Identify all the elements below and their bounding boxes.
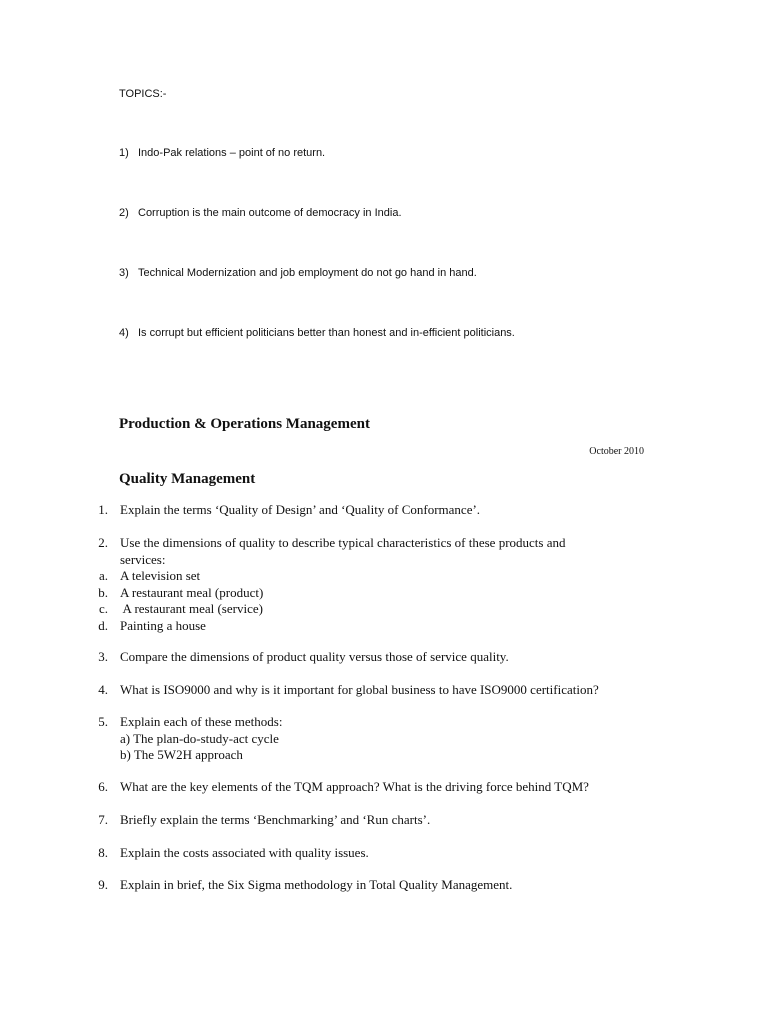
question-text: b) The 5W2H approach: [120, 747, 243, 762]
question-text: services:: [120, 551, 166, 567]
section-title: Quality Management: [119, 471, 256, 487]
question-9: [0, 877, 768, 894]
topic-number: 2): [119, 207, 129, 219]
subitem-label: a.: [98, 568, 108, 583]
question-text: a) The plan-do-study-act cycle: [120, 730, 279, 746]
subitem-label: b.: [98, 584, 108, 600]
topic-item: [119, 267, 477, 279]
question-text: What are the key elements of the TQM approach? What is the driving force behind TQM?: [120, 779, 589, 794]
topic-text: Technical Modernization and job employment do not go hand in hand.: [138, 267, 477, 279]
question-5: [0, 714, 768, 764]
question-text: Explain the costs associated with quality issues.: [120, 845, 369, 860]
course-title: Production & Operations Management: [119, 416, 370, 432]
topic-item: [119, 327, 515, 339]
question-number: 1.: [98, 502, 108, 517]
subitem-text: A television set: [120, 568, 201, 583]
question-text: What is ISO9000 and why is it important for global business to have ISO9000 certification?: [120, 682, 599, 697]
topic-text: Is corrupt but efficient politicians better than honest and in-efficient politicians.: [138, 327, 515, 339]
question-number: 7.: [98, 812, 108, 827]
subitem-text: Painting a house: [120, 617, 206, 633]
question-number: 6.: [98, 779, 108, 794]
subitem-text: A restaurant meal (service): [120, 601, 263, 616]
exam-date: October 2010: [589, 446, 644, 457]
topic-number: 4): [119, 327, 129, 339]
question-number: 9.: [98, 877, 108, 892]
topic-number: 3): [119, 267, 129, 279]
subitem-label: d.: [98, 617, 108, 633]
question-number: 4.: [98, 682, 108, 697]
question-2: [0, 535, 768, 634]
question-text: Explain each of these methods:: [120, 714, 283, 729]
topic-item: [119, 147, 325, 159]
topic-text: Indo-Pak relations – point of no return.: [138, 147, 326, 159]
question-text: Explain the terms ‘Quality of Design’ and ‘Quality of Conformance’.: [120, 502, 481, 517]
question-8: [0, 845, 768, 862]
question-number: 5.: [98, 714, 108, 729]
question-number: 8.: [98, 845, 108, 860]
question-6: [0, 779, 768, 796]
question-7: [0, 812, 768, 829]
question-number: 3.: [98, 649, 108, 664]
question-number: 2.: [98, 535, 108, 550]
question-3: [0, 649, 768, 666]
question-text: Explain in brief, the Six Sigma methodology in Total Quality Management.: [120, 877, 513, 892]
question-1: [0, 502, 768, 519]
topic-text: Corruption is the main outcome of democracy in India.: [138, 207, 402, 219]
question-4: [0, 682, 768, 699]
question-text: Compare the dimensions of product quality versus those of service quality.: [120, 649, 509, 664]
topic-number: 1): [119, 147, 129, 159]
topic-item: [119, 207, 402, 219]
question-text: Briefly explain the terms ‘Benchmarking’ and ‘Run charts’.: [120, 812, 431, 827]
topics-header: TOPICS:-: [119, 88, 167, 100]
subitem-text: A restaurant meal (product): [120, 584, 264, 600]
subitem-label: c.: [98, 601, 108, 616]
question-text: Use the dimensions of quality to describe typical characteristics of these products and: [120, 535, 566, 550]
